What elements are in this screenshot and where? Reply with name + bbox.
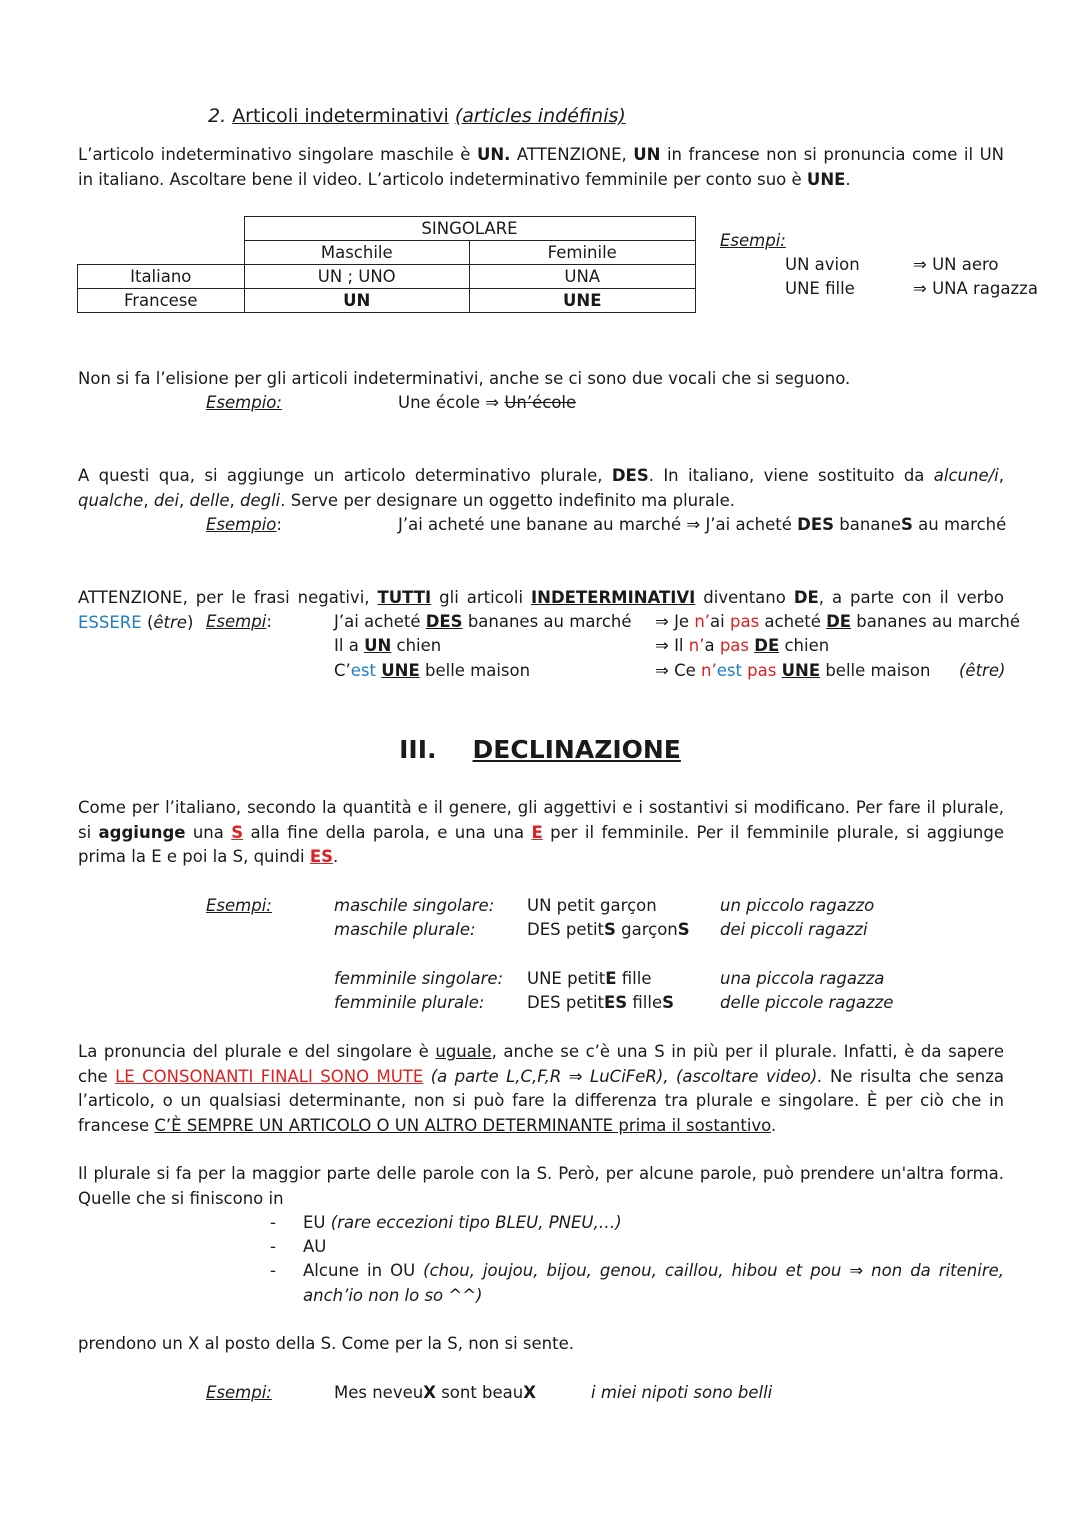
example-fr: UNE petitE fille <box>527 969 652 988</box>
example-it: ⇒ UNA ragazza <box>913 279 1038 298</box>
intro-paragraph: L’articolo indeterminativo singolare maschile è UN. ATTENZIONE, UN in francese non si pronuncia come il UN in italiano. Ascoltare bene il video. L’articolo indeterminativo femminile per conto suo è UNE. <box>78 145 1004 189</box>
example-category: femminile singolare: <box>334 969 504 988</box>
section-title: Articoli indeterminativi <box>232 105 449 127</box>
articles-table <box>77 216 696 313</box>
section-title-fr: (articles indéfinis) <box>454 105 626 127</box>
section-heading-declinazione <box>0 733 1080 767</box>
table-row <box>78 265 696 289</box>
plural-x-paragraph: Il plurale si fa per la maggior parte delle parole con la S. Però, per alcune parole, può prendere un'altra forma. Quelle che si finiscono in <box>78 1164 1004 1208</box>
example-fr: DES petitS garçonS <box>527 920 690 939</box>
section-heading <box>208 103 626 129</box>
neg-example-positive: Il a UN chien <box>334 636 442 655</box>
example-fr: UN avion <box>785 255 860 274</box>
etre-note: (être) <box>959 661 1006 680</box>
example-fr: DES petitES filleS <box>527 993 675 1012</box>
example-label: Esempi: <box>206 1383 272 1402</box>
table-row-label: Italiano <box>78 265 245 289</box>
example-category: maschile plurale: <box>334 920 476 939</box>
table-cell: UN <box>244 289 470 313</box>
plural-x-after: prendono un X al posto della S. Come per la S, non si sente. <box>78 1334 574 1353</box>
elision-example: Une école ⇒ Un’école <box>398 393 577 412</box>
section-title: DECLINAZIONE <box>472 735 681 764</box>
bullet: - <box>270 1213 276 1232</box>
example-label: Esempi: <box>206 612 272 631</box>
example-fr: UNE fille <box>785 279 855 298</box>
table-col-header: Maschile <box>244 241 470 265</box>
neg-example-positive: C’est UNE belle maison <box>334 661 531 680</box>
example-it: delle piccole ragazze <box>720 993 894 1012</box>
des-paragraph: A questi qua, si aggiunge un articolo determinativo plurale, DES. In italiano, viene sostituito da alcune/i, qualche, dei, delle, degli. Serve per designare un oggetto indefinito ma plurale. <box>78 466 1005 510</box>
bullet: - <box>270 1237 276 1256</box>
example-label: Esempio: <box>206 393 282 412</box>
example-category: maschile singolare: <box>334 896 495 915</box>
table-row <box>78 289 696 313</box>
example-label: Esempi: <box>206 896 272 915</box>
bullet: - <box>270 1261 276 1280</box>
neg-example-negative: ⇒ Ce n’est pas UNE belle maison <box>655 661 931 680</box>
list-item: EU (rare eccezioni tipo BLEU, PNEU,…) <box>303 1213 622 1232</box>
declination-paragraph: Come per l’italiano, secondo la quantità e il genere, gli aggettivi e i sostantivi si modificano. Per fare il plurale, si aggiunge una S alla fine della parola, e una una E per il femminile. Per il femminile plurale, si aggiunge prima la E e poi la S, quindi ES. <box>78 798 1004 866</box>
table-cell: UN ; UNO <box>244 265 470 289</box>
side-examples-label: Esempi: <box>720 231 786 250</box>
example-fr: UN petit garçon <box>527 896 657 915</box>
neg-example-negative: ⇒ Il n’a pas DE chien <box>655 636 830 655</box>
negation-paragraph: ATTENZIONE, per le frasi negativi, TUTTI gli articoli INDETERMINATIVI diventano DE, a parte con il verbo ESSERE (être) <box>78 588 1004 632</box>
pronunciation-paragraph: La pronuncia del plurale e del singolare è uguale, anche se c’è una S in più per il plurale. Infatti, è da sapere che LE CONSONANTI FINALI SONO MUTE (a parte L,C,F,R ⇒ LuCiFeR), (ascoltare video). Ne risulta che senza l’articolo, o un qualsiasi determinante, non si può fare la differenza tra plurale e singolare. È per ciò che in francese C’È SEMPRE UN ARTICOLO O UN ALTRO DETERMINANTE prima il sostantivo. <box>78 1042 1004 1135</box>
table-cell: UNA <box>470 265 696 289</box>
table-cell: UNE <box>470 289 696 313</box>
section-number: III. <box>399 735 437 764</box>
example-it: dei piccoli ragazzi <box>720 920 868 939</box>
elision-text: Non si fa l’elisione per gli articoli indeterminativi, anche se ci sono due vocali che si seguono. <box>78 369 851 388</box>
example-category: femminile plurale: <box>334 993 485 1012</box>
section-number: 2. <box>208 105 227 127</box>
list-item: AU <box>303 1237 327 1256</box>
table-row-label: Francese <box>78 289 245 313</box>
example-it: ⇒ UN aero <box>913 255 999 274</box>
list-item: Alcune in OU (chou, joujou, bijou, genou, caillou, hibou et pou ⇒ non da ritenire, anch’io non lo so ^^) <box>303 1261 1005 1305</box>
example-it: una piccola ragazza <box>720 969 885 988</box>
table-group-header: SINGOLARE <box>244 217 695 241</box>
table-col-header: Feminile <box>470 241 696 265</box>
example-it: un piccolo ragazzo <box>720 896 875 915</box>
neg-example-negative: ⇒ Je n’ai pas acheté DE bananes au marché <box>655 612 1021 631</box>
example-it: i miei nipoti sono belli <box>591 1383 773 1402</box>
example-fr: Mes neveuX sont beauX <box>334 1383 536 1402</box>
example-label: Esempio: <box>206 515 282 534</box>
neg-example-positive: J’ai acheté DES bananes au marché <box>334 612 632 631</box>
des-example: J’ai acheté une banane au marché ⇒ J’ai acheté DES bananeS au marché <box>398 515 1007 534</box>
